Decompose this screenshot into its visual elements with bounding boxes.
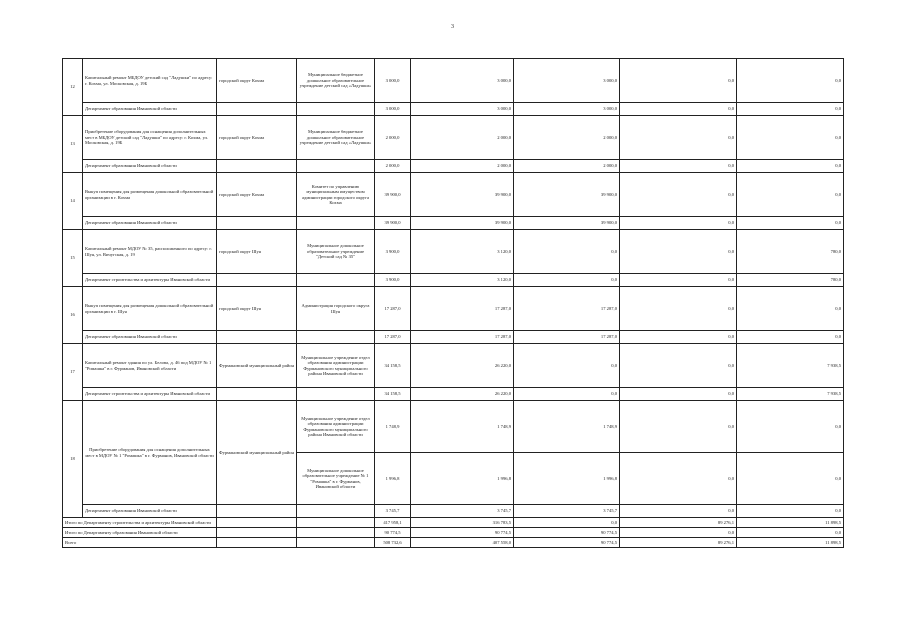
value-regional-cell: 3 000,0 — [411, 59, 514, 103]
value-total-cell: 3 000,0 — [375, 103, 411, 116]
table-row — [63, 287, 844, 331]
value-education-cell: 0,0 — [514, 230, 620, 274]
value-local-cell: 0,0 — [737, 217, 844, 230]
value-education-cell: 0,0 — [514, 344, 620, 388]
department-name-cell: Департамент образования Ивановской области — [83, 505, 217, 518]
empty-cell — [217, 538, 297, 548]
municipality-cell: городской округ Кохма — [217, 116, 297, 160]
value-regional-cell: 3 120,0 — [411, 274, 514, 287]
department-name-cell: Департамент образования Ивановской области — [83, 331, 217, 344]
value-education-cell: 39 900,0 — [514, 217, 620, 230]
value-education-cell: 0,0 — [514, 274, 620, 287]
department-row — [63, 103, 844, 116]
object-name-cell: Приобретение оборудования для оснащения дополнительных мест в МБДОУ детский сад "Ладушки" по адресу: г. Кохма, ул. Московская, д. 19Б — [83, 116, 217, 160]
department-name-cell: Департамент образования Ивановской области — [83, 217, 217, 230]
municipality-cell: городской округ Кохма — [217, 59, 297, 103]
total-row — [63, 538, 844, 548]
value-federal-cell: 0,0 — [620, 160, 737, 173]
value-total-cell: 34 158,5 — [375, 388, 411, 401]
table-row — [63, 173, 844, 217]
row-number-cell: 18 — [63, 401, 83, 518]
value-education-cell: 2 000,0 — [514, 160, 620, 173]
empty-cell — [217, 331, 297, 344]
value-federal-cell: 0,0 — [620, 274, 737, 287]
empty-cell — [217, 274, 297, 287]
value-local-cell: 0,0 — [737, 173, 844, 217]
value-education-cell: 1 748,9 — [514, 401, 620, 453]
department-row — [63, 505, 844, 518]
value-regional-cell: 407 558,0 — [411, 538, 514, 548]
empty-cell — [297, 160, 375, 173]
value-education-cell: 90 774,5 — [514, 538, 620, 548]
recipient-cell: Муниципальное бюджетное дошкольное образовательное учреждение детский сад «Ладушки» — [297, 116, 375, 160]
empty-cell — [217, 217, 297, 230]
value-regional-cell: 26 220,0 — [411, 388, 514, 401]
department-row — [63, 217, 844, 230]
value-regional-cell: 1 996,8 — [411, 453, 514, 505]
value-regional-cell: 39 900,0 — [411, 217, 514, 230]
budget-table — [62, 58, 844, 548]
value-regional-cell: 2 000,0 — [411, 116, 514, 160]
value-local-cell: 0,0 — [737, 528, 844, 538]
value-education-cell: 0,0 — [514, 518, 620, 528]
value-education-cell: 0,0 — [514, 388, 620, 401]
row-number-cell: 14 — [63, 173, 83, 230]
value-federal-cell: 89 276,1 — [620, 518, 737, 528]
empty-cell — [217, 505, 297, 518]
value-federal-cell: 0,0 — [620, 331, 737, 344]
value-local-cell: 7 938,5 — [737, 344, 844, 388]
value-regional-cell: 26 220,0 — [411, 344, 514, 388]
object-name-cell: Капитальный ремонт МБДОУ детский сад "Ладушки" по адресу: г. Кохма, ул. Московская, д. 19Б — [83, 59, 217, 103]
value-total-cell: 90 774,5 — [375, 528, 411, 538]
row-number-cell: 16 — [63, 287, 83, 344]
department-name-cell: Департамент образования Ивановской области — [83, 103, 217, 116]
table-row — [63, 230, 844, 274]
municipality-cell: городской округ Шуя — [217, 287, 297, 331]
value-education-cell: 1 996,8 — [514, 453, 620, 505]
value-regional-cell: 17 287,0 — [411, 287, 514, 331]
value-total-cell: 17 287,0 — [375, 331, 411, 344]
page-number: 3 — [451, 24, 454, 30]
value-regional-cell: 3 120,0 — [411, 230, 514, 274]
value-education-cell: 3 745,7 — [514, 505, 620, 518]
empty-cell — [297, 274, 375, 287]
value-federal-cell: 0,0 — [620, 505, 737, 518]
empty-cell — [217, 518, 297, 528]
value-federal-cell: 0,0 — [620, 388, 737, 401]
object-name-cell: Выкуп помещения для размещения дошкольной образовательной организации в г. Кохма — [83, 173, 217, 217]
total-row — [63, 518, 844, 528]
value-education-cell: 17 287,0 — [514, 331, 620, 344]
value-regional-cell: 3 000,0 — [411, 103, 514, 116]
value-federal-cell: 0,0 — [620, 173, 737, 217]
municipality-cell: Фурмановский муниципальный район — [217, 401, 297, 505]
value-total-cell: 3 000,0 — [375, 59, 411, 103]
value-total-cell: 1 748,9 — [375, 401, 411, 453]
row-number-cell: 12 — [63, 59, 83, 116]
total-row — [63, 528, 844, 538]
value-total-cell: 3 900,0 — [375, 230, 411, 274]
value-local-cell: 0,0 — [737, 331, 844, 344]
recipient-cell: Муниципальное учреждение отдел образования администрации Фурмановского муниципального района Ивановской области — [297, 401, 375, 453]
value-total-cell: 39 900,0 — [375, 217, 411, 230]
value-total-cell: 3 745,7 — [375, 505, 411, 518]
value-total-cell: 2 000,0 — [375, 160, 411, 173]
table-row — [63, 59, 844, 103]
value-local-cell: 0,0 — [737, 287, 844, 331]
value-federal-cell: 0,0 — [620, 59, 737, 103]
value-regional-cell: 2 000,0 — [411, 160, 514, 173]
value-total-cell: 1 996,8 — [375, 453, 411, 505]
department-name-cell: Департамент строительства и архитектуры Ивановской области — [83, 388, 217, 401]
empty-cell — [297, 331, 375, 344]
empty-cell — [217, 103, 297, 116]
value-education-cell: 39 900,0 — [514, 173, 620, 217]
value-federal-cell: 0,0 — [620, 217, 737, 230]
empty-cell — [297, 538, 375, 548]
object-name-cell: Приобретение оборудования для оснащения дополнительных мест в МДОУ № 1 "Ромашка" в г. Фурманов, Ивановской области — [83, 401, 217, 505]
empty-cell — [297, 518, 375, 528]
recipient-cell: Муниципальное дошкольное образовательное учреждение № 1 "Ромашка" в г. Фурманов, Ивановской области — [297, 453, 375, 505]
value-regional-cell: 39 900,0 — [411, 173, 514, 217]
empty-cell — [297, 505, 375, 518]
municipality-cell: городской округ Кохма — [217, 173, 297, 217]
value-local-cell: 7 938,5 — [737, 388, 844, 401]
recipient-cell: Комитет по управлению муниципальным имуществом администрации городского округа Кохма — [297, 173, 375, 217]
value-federal-cell: 0,0 — [620, 116, 737, 160]
value-federal-cell: 0,0 — [620, 103, 737, 116]
value-local-cell: 0,0 — [737, 401, 844, 453]
total-label-cell: Итого по Департаменту строительства и архитектуры Ивановской области — [63, 518, 217, 528]
value-education-cell: 17 287,0 — [514, 287, 620, 331]
value-federal-cell: 0,0 — [620, 528, 737, 538]
value-federal-cell: 0,0 — [620, 453, 737, 505]
value-education-cell: 90 774,5 — [514, 528, 620, 538]
department-row — [63, 388, 844, 401]
table-row — [63, 344, 844, 388]
value-total-cell: 508 732,6 — [375, 538, 411, 548]
value-local-cell: 0,0 — [737, 453, 844, 505]
value-education-cell: 3 000,0 — [514, 59, 620, 103]
recipient-cell: Муниципальное дошкольное образовательное учреждение "Детский сад № 35" — [297, 230, 375, 274]
recipient-cell: Муниципальное бюджетное дошкольное образовательное учреждение детский сад «Ладушки» — [297, 59, 375, 103]
row-number-cell: 15 — [63, 230, 83, 287]
department-row — [63, 331, 844, 344]
value-federal-cell: 0,0 — [620, 287, 737, 331]
value-federal-cell: 0,0 — [620, 344, 737, 388]
empty-cell — [297, 217, 375, 230]
object-name-cell: Выкуп помещения для размещения дошкольной образовательной организации в г. Шуя — [83, 287, 217, 331]
empty-cell — [217, 528, 297, 538]
row-number-cell: 17 — [63, 344, 83, 401]
object-name-cell: Капитальный ремонт МДОУ № 35, расположенного по адресу: г. Шуя, ул. Вичугская, д. 19 — [83, 230, 217, 274]
empty-cell — [217, 160, 297, 173]
value-local-cell: 780,0 — [737, 274, 844, 287]
department-name-cell: Департамент образования Ивановской области — [83, 160, 217, 173]
row-number-cell: 13 — [63, 116, 83, 173]
value-local-cell: 11 898,5 — [737, 518, 844, 528]
municipality-cell: городской округ Шуя — [217, 230, 297, 274]
table-row — [63, 116, 844, 160]
value-regional-cell: 3 745,7 — [411, 505, 514, 518]
value-total-cell: 17 287,0 — [375, 287, 411, 331]
total-label-cell: Итого по Департаменту образования Ивановской области — [63, 528, 217, 538]
object-name-cell: Капитальный ремонт здания по ул. Белова, д. 46 под МДОУ № 1 "Ромашка" в г. Фурманов, Ивановской области — [83, 344, 217, 388]
value-total-cell: 417 958,1 — [375, 518, 411, 528]
value-local-cell: 0,0 — [737, 116, 844, 160]
value-total-cell: 3 900,0 — [375, 274, 411, 287]
value-local-cell: 0,0 — [737, 59, 844, 103]
value-federal-cell: 0,0 — [620, 401, 737, 453]
value-total-cell: 2 000,0 — [375, 116, 411, 160]
empty-cell — [297, 103, 375, 116]
value-total-cell: 39 900,0 — [375, 173, 411, 217]
empty-cell — [297, 528, 375, 538]
total-label-cell: Всего — [63, 538, 217, 548]
table-row — [63, 401, 844, 453]
value-regional-cell: 1 748,9 — [411, 401, 514, 453]
value-regional-cell: 316 783,5 — [411, 518, 514, 528]
value-education-cell: 3 000,0 — [514, 103, 620, 116]
value-local-cell: 11 898,5 — [737, 538, 844, 548]
value-total-cell: 34 158,5 — [375, 344, 411, 388]
department-row — [63, 274, 844, 287]
empty-cell — [217, 388, 297, 401]
value-local-cell: 0,0 — [737, 505, 844, 518]
empty-cell — [297, 388, 375, 401]
department-name-cell: Департамент строительства и архитектуры Ивановской области — [83, 274, 217, 287]
recipient-cell: Администрация городского округа Шуя — [297, 287, 375, 331]
value-local-cell: 0,0 — [737, 103, 844, 116]
value-regional-cell: 90 774,5 — [411, 528, 514, 538]
recipient-cell: Муниципальное учреждение отдел образования администрации Фурмановского муниципального района Ивановской области — [297, 344, 375, 388]
value-local-cell: 0,0 — [737, 160, 844, 173]
value-local-cell: 780,0 — [737, 230, 844, 274]
value-federal-cell: 89 276,1 — [620, 538, 737, 548]
department-row — [63, 160, 844, 173]
value-regional-cell: 17 287,0 — [411, 331, 514, 344]
value-education-cell: 2 000,0 — [514, 116, 620, 160]
table-body — [63, 59, 844, 548]
municipality-cell: Фурмановский муниципальный район — [217, 344, 297, 388]
value-federal-cell: 0,0 — [620, 230, 737, 274]
